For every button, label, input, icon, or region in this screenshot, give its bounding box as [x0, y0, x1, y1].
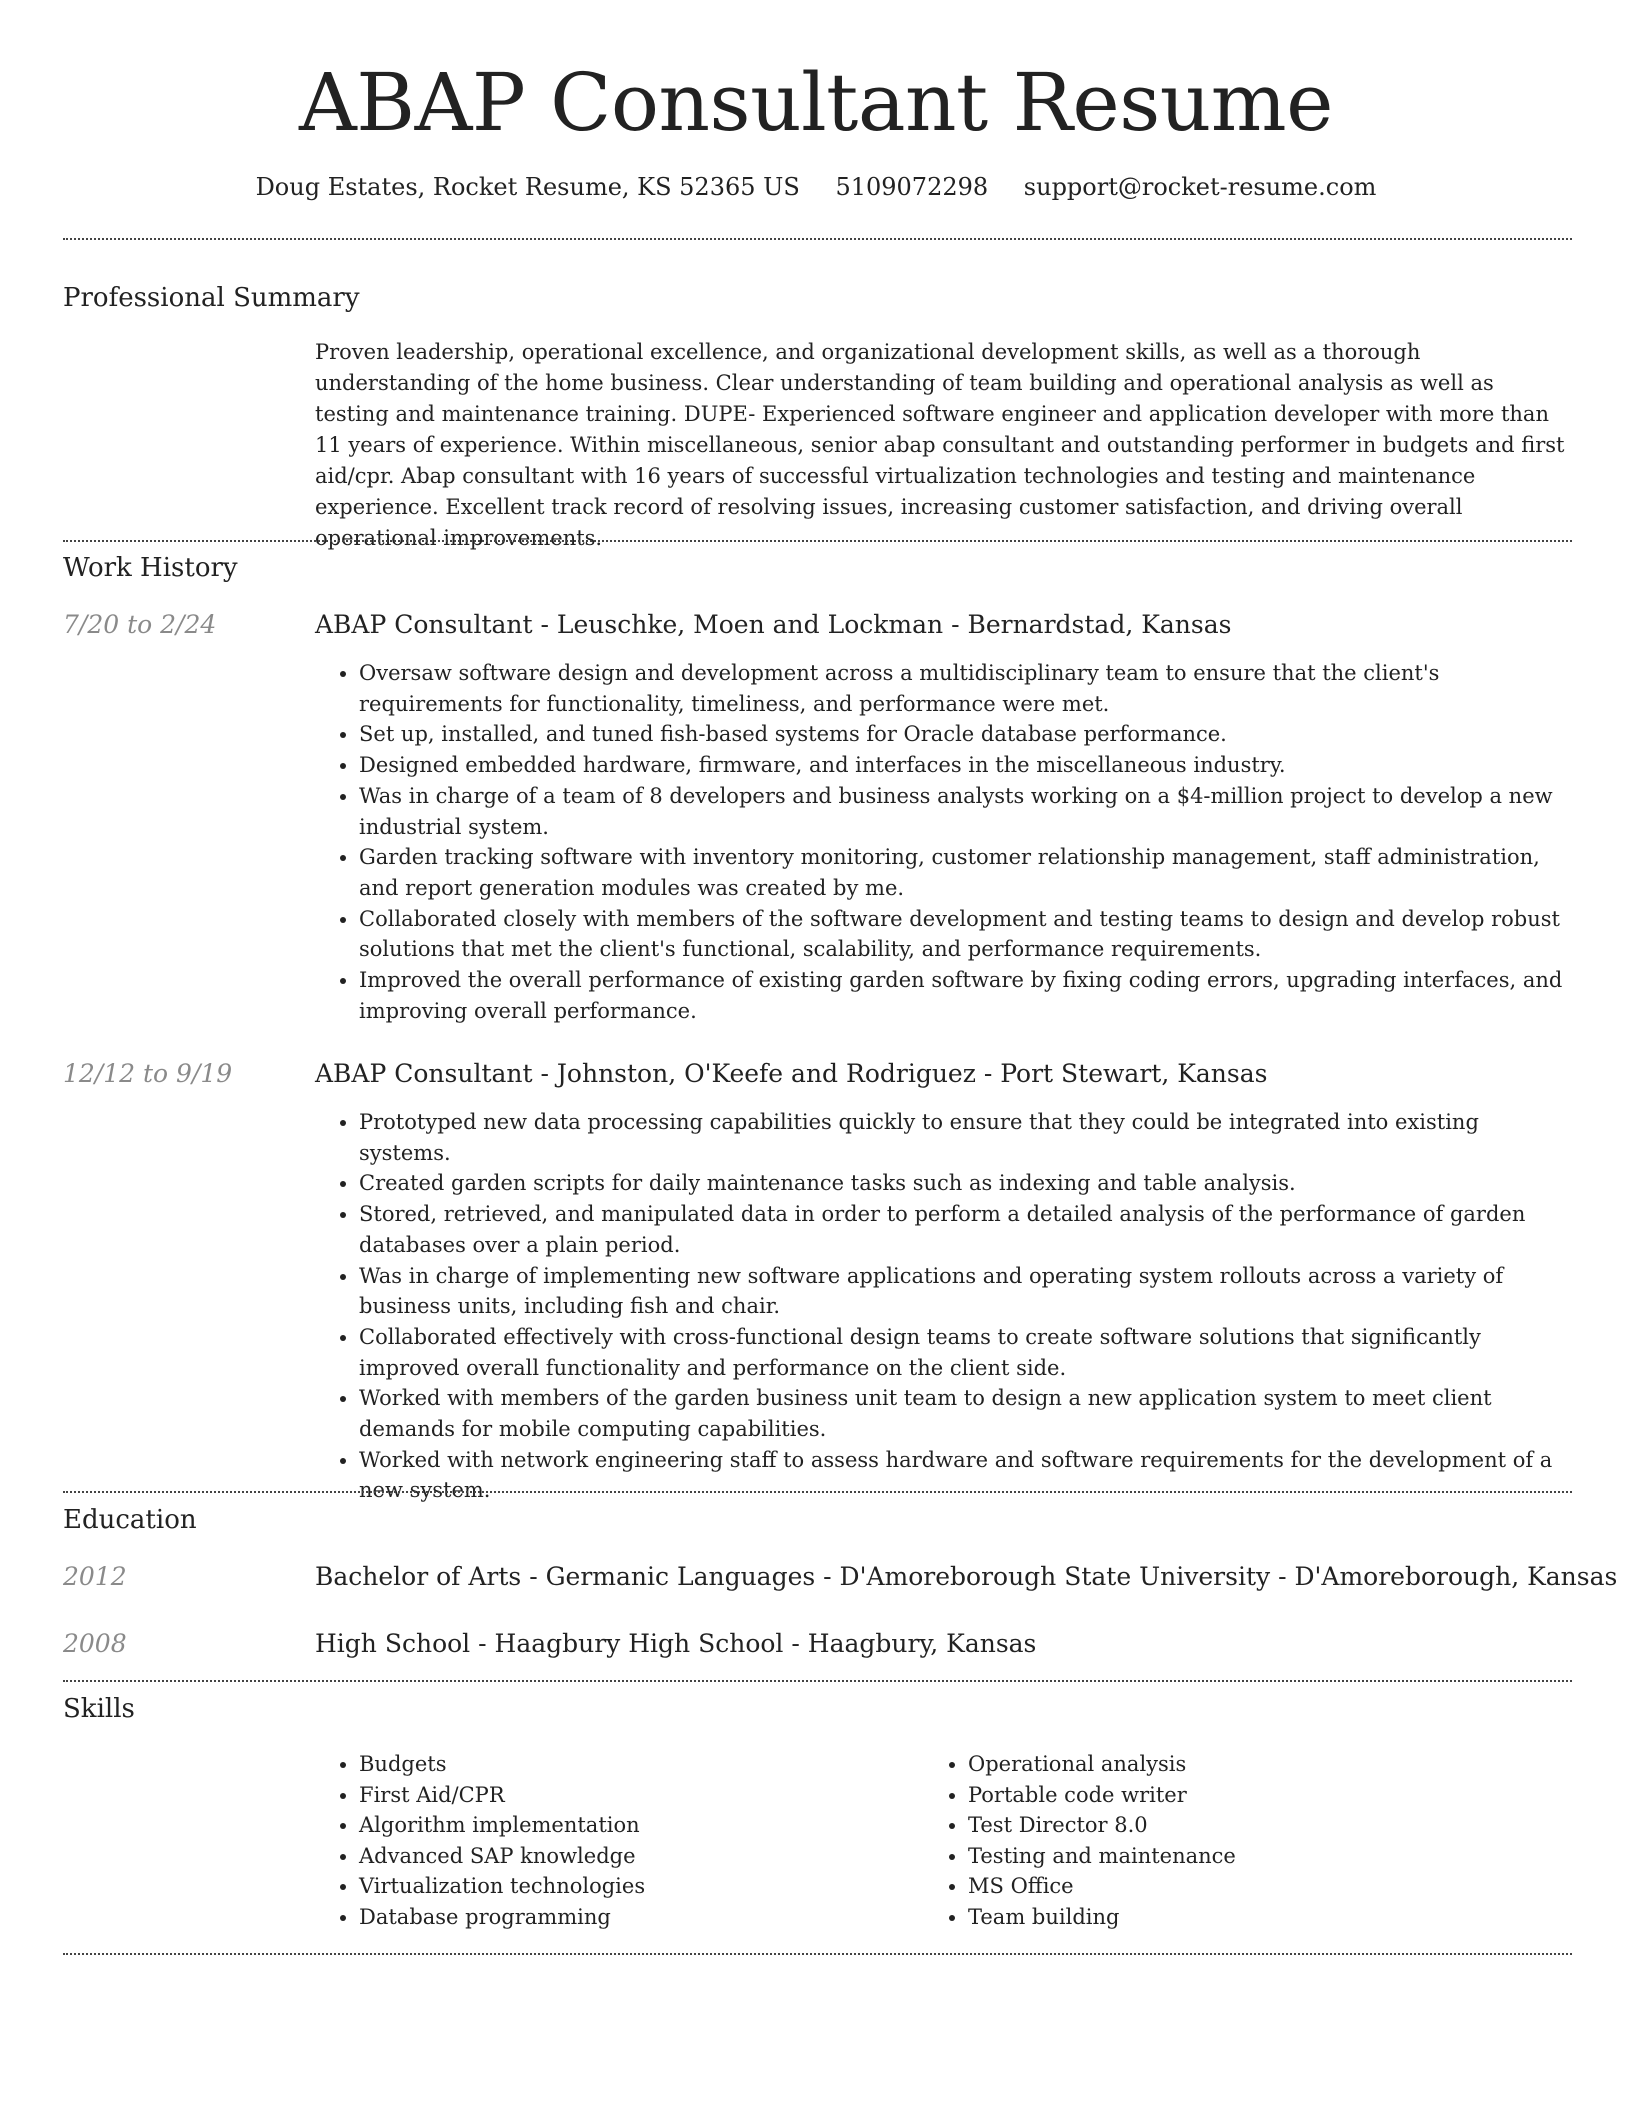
skills-list-left [315, 1749, 875, 1932]
list-item: • Was in charge of a team of 8 developers and business analysts working on a $4-million project to develop a new industrial system. [359, 781, 1572, 842]
list-item: • Collaborated closely with members of the software development and testing teams to design and develop robust solutions that met the client's functional, scalability, and performance requirements. [359, 904, 1572, 965]
list-item: • Created garden scripts for daily maintenance tasks such as indexing and table analysis. [359, 1168, 1572, 1199]
education-entry: Bachelor of Arts - Germanic Languages - D'Amoreborough State University - D'Amoreborough, Kansas [315, 1562, 1618, 1591]
work-heading: Work History [63, 553, 238, 583]
contact-line [0, 170, 1632, 204]
list-item: • First Aid/CPR [359, 1780, 875, 1811]
skills-list-right [924, 1749, 1484, 1932]
list-item: • Test Director 8.0 [968, 1810, 1484, 1841]
page-title: ABAP Consultant Resume [299, 56, 1333, 149]
list-item: • Advanced SAP knowledge [359, 1841, 875, 1872]
list-item: • Testing and maintenance [968, 1841, 1484, 1872]
list-item: • Garden tracking software with inventory monitoring, customer relationship management, staff administration, and report generation modules was created by me. [359, 842, 1572, 903]
job-dates: 7/20 to 2/24 [63, 610, 217, 639]
list-item: • Team building [968, 1902, 1484, 1933]
job-title: ABAP Consultant - Leuschke, Moen and Lockman - Bernardstad, Kansas [315, 610, 1232, 639]
list-item: • Improved the overall performance of existing garden software by fixing coding errors, upgrading interfaces, and improving overall performance. [359, 965, 1572, 1026]
education-entry: High School - Haagbury High School - Haagbury, Kansas [315, 1629, 1037, 1658]
list-item: • Operational analysis [968, 1749, 1484, 1780]
job-dates: 12/12 to 9/19 [63, 1059, 233, 1088]
contact-address: Doug Estates, Rocket Resume, KS 52365 US [255, 173, 800, 201]
list-item: • Database programming [359, 1902, 875, 1933]
list-item: • Worked with network engineering staff to assess hardware and software requirements for the development of a new system. [359, 1445, 1572, 1506]
summary-text: Proven leadership, operational excellence, and organizational development skills, as well as a thorough understanding of the home business. Clear understanding of team building and operational analysis as well as testing and maintenance training. DUPE- Experienced software engineer and application developer with more than 11 years of experience. Within miscellaneous, senior abap consultant and outstanding performer in budgets and first aid/cpr. Abap consultant with 16 years of successful virtualization technologies and testing and maintenance experience. Excellent track record of resolving issues, increasing customer satisfaction, and driving overall operational improvements. [315, 340, 1565, 550]
job-bullets [315, 658, 1572, 1026]
summary-heading: Professional Summary [63, 283, 360, 313]
section-divider [63, 1680, 1572, 1682]
section-divider [63, 540, 1572, 542]
section-divider [63, 238, 1572, 240]
list-item: • Collaborated effectively with cross-functional design teams to create software solutions that significantly improved overall functionality and performance on the client side. [359, 1322, 1572, 1383]
list-item: • Oversaw software design and development across a multidisciplinary team to ensure that the client's requirements for functionality, timeliness, and performance were met. [359, 658, 1572, 719]
section-divider [63, 1491, 1572, 1493]
list-item: • Prototyped new data processing capabilities quickly to ensure that they could be integrated into existing systems. [359, 1107, 1572, 1168]
list-item: • Was in charge of implementing new software applications and operating system rollouts across a variety of business units, including fish and chair. [359, 1261, 1572, 1322]
job-title: ABAP Consultant - Johnston, O'Keefe and Rodriguez - Port Stewart, Kansas [315, 1059, 1268, 1088]
education-year: 2008 [63, 1629, 127, 1658]
list-item: • Portable code writer [968, 1780, 1484, 1811]
education-year: 2012 [63, 1562, 127, 1591]
list-item: • Designed embedded hardware, firmware, and interfaces in the miscellaneous industry. [359, 750, 1572, 781]
list-item: • Set up, installed, and tuned fish-based systems for Oracle database performance. [359, 719, 1572, 750]
job-bullets [315, 1107, 1572, 1506]
list-item: • Virtualization technologies [359, 1871, 875, 1902]
list-item: • MS Office [968, 1871, 1484, 1902]
contact-phone: 5109072298 [835, 173, 989, 201]
list-item: • Worked with members of the garden business unit team to design a new application system to meet client demands for mobile computing capabilities. [359, 1383, 1572, 1444]
list-item: • Budgets [359, 1749, 875, 1780]
list-item: • Stored, retrieved, and manipulated data in order to perform a detailed analysis of the performance of garden databases over a plain period. [359, 1199, 1572, 1260]
skills-heading: Skills [63, 1694, 135, 1724]
education-heading: Education [63, 1505, 197, 1535]
section-divider [63, 1953, 1572, 1955]
list-item: • Algorithm implementation [359, 1810, 875, 1841]
contact-email: support@rocket-resume.com [1023, 173, 1377, 201]
